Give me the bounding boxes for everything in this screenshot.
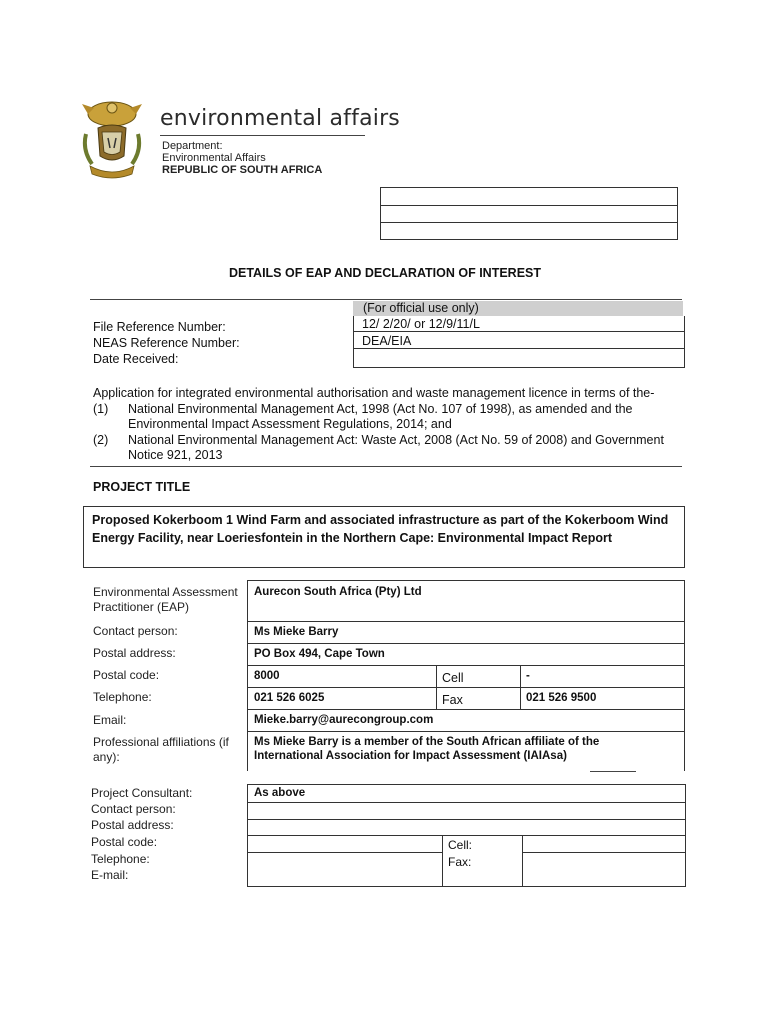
cell-label: Cell <box>442 671 464 685</box>
postal-address-label: Postal address: <box>93 646 176 660</box>
dept-line-1: Department: <box>162 140 223 152</box>
official-use-box <box>353 316 685 368</box>
cell-value: - <box>526 670 530 682</box>
consultant-contact-label: Contact person: <box>91 802 176 816</box>
email-value: Mieke.barry@aurecongroup.com <box>254 714 434 726</box>
consultant-postal-code-label: Postal code: <box>91 835 158 849</box>
postal-code-value: 8000 <box>254 670 280 682</box>
telephone-value: 021 526 6025 <box>254 692 325 704</box>
contact-person-value: Ms Mieke Barry <box>254 626 339 638</box>
fax-value: 021 526 9500 <box>526 692 597 704</box>
file-reference-label: File Reference Number: <box>93 320 226 334</box>
project-consultant-label: Project Consultant: <box>91 786 193 800</box>
project-title-text: Proposed Kokerboom 1 Wind Farm and associated infrastructure as part of the Kokerboom Wind Energy Facility, near Loeriesfontein in the Northern Cape: Environmental Impact Report <box>92 513 669 545</box>
stamp-box <box>380 187 678 240</box>
fax-label: Fax <box>442 693 463 707</box>
neas-reference-value: DEA/EIA <box>354 333 684 349</box>
coat-of-arms-logo <box>74 94 150 182</box>
date-received-label: Date Received: <box>93 352 179 366</box>
consultant-cell-label: Cell: <box>448 838 473 852</box>
item-1-number: (1) <box>93 402 109 416</box>
eap-value: Aurecon South Africa (Pty) Ltd <box>254 586 422 598</box>
project-title-heading: PROJECT TITLE <box>93 480 191 494</box>
application-intro: Application for integrated environmental authorisation and waste management licence in terms of the- <box>93 386 655 400</box>
item-1-line-2: Environmental Impact Assessment Regulations, 2014; and <box>128 417 452 431</box>
consultant-fax-label: Fax: <box>448 855 472 869</box>
dept-line-2: Environmental Affairs <box>162 152 266 164</box>
eap-details-grid <box>247 580 685 771</box>
telephone-label: Telephone: <box>93 690 152 704</box>
heading-separator <box>90 299 682 300</box>
consultant-telephone-label: Telephone: <box>91 852 150 866</box>
postal-address-value: PO Box 494, Cape Town <box>254 648 385 660</box>
item-2-number: (2) <box>93 433 109 447</box>
item-2-line-1: National Environmental Management Act: Waste Act, 2008 (Act No. 59 of 2008) and Government <box>128 433 664 447</box>
item-2-line-2: Notice 921, 2013 <box>128 448 223 462</box>
official-use-banner: (For official use only) <box>353 301 683 316</box>
postal-code-label: Postal code: <box>93 668 160 682</box>
consultant-email-label: E-mail: <box>91 868 129 882</box>
consultant-grid <box>247 784 686 887</box>
email-label: Email: <box>93 713 127 727</box>
form-heading: DETAILS OF EAP AND DECLARATION OF INTEREST <box>228 266 542 280</box>
professional-affiliations-value: Ms Mieke Barry is a member of the South African affiliate of the International Association for Impact Assessment (IAIAsa) <box>254 736 600 762</box>
dept-line-3: REPUBLIC OF SOUTH AFRICA <box>162 164 323 176</box>
department-title: environmental affairs <box>160 106 400 131</box>
consultant-postal-address-label: Postal address: <box>91 818 174 832</box>
neas-reference-label: NEAS Reference Number: <box>93 336 240 350</box>
consultant-value: As above <box>254 787 306 799</box>
item-1-line-1: National Environmental Management Act, 1998 (Act No. 107 of 1998), as amended and the <box>128 402 633 416</box>
professional-affiliations-label: Professional affiliations (if any): <box>93 735 229 764</box>
eap-label: Environmental Assessment Practitioner (EAP) <box>93 585 238 614</box>
title-underline <box>160 135 365 136</box>
affiliations-underline <box>590 771 636 772</box>
project-title-box <box>83 506 685 568</box>
application-separator <box>90 466 682 467</box>
date-received-value <box>354 350 684 366</box>
contact-person-label: Contact person: <box>93 624 178 638</box>
file-reference-value: 12/ 2/20/ or 12/9/11/L <box>354 316 684 332</box>
